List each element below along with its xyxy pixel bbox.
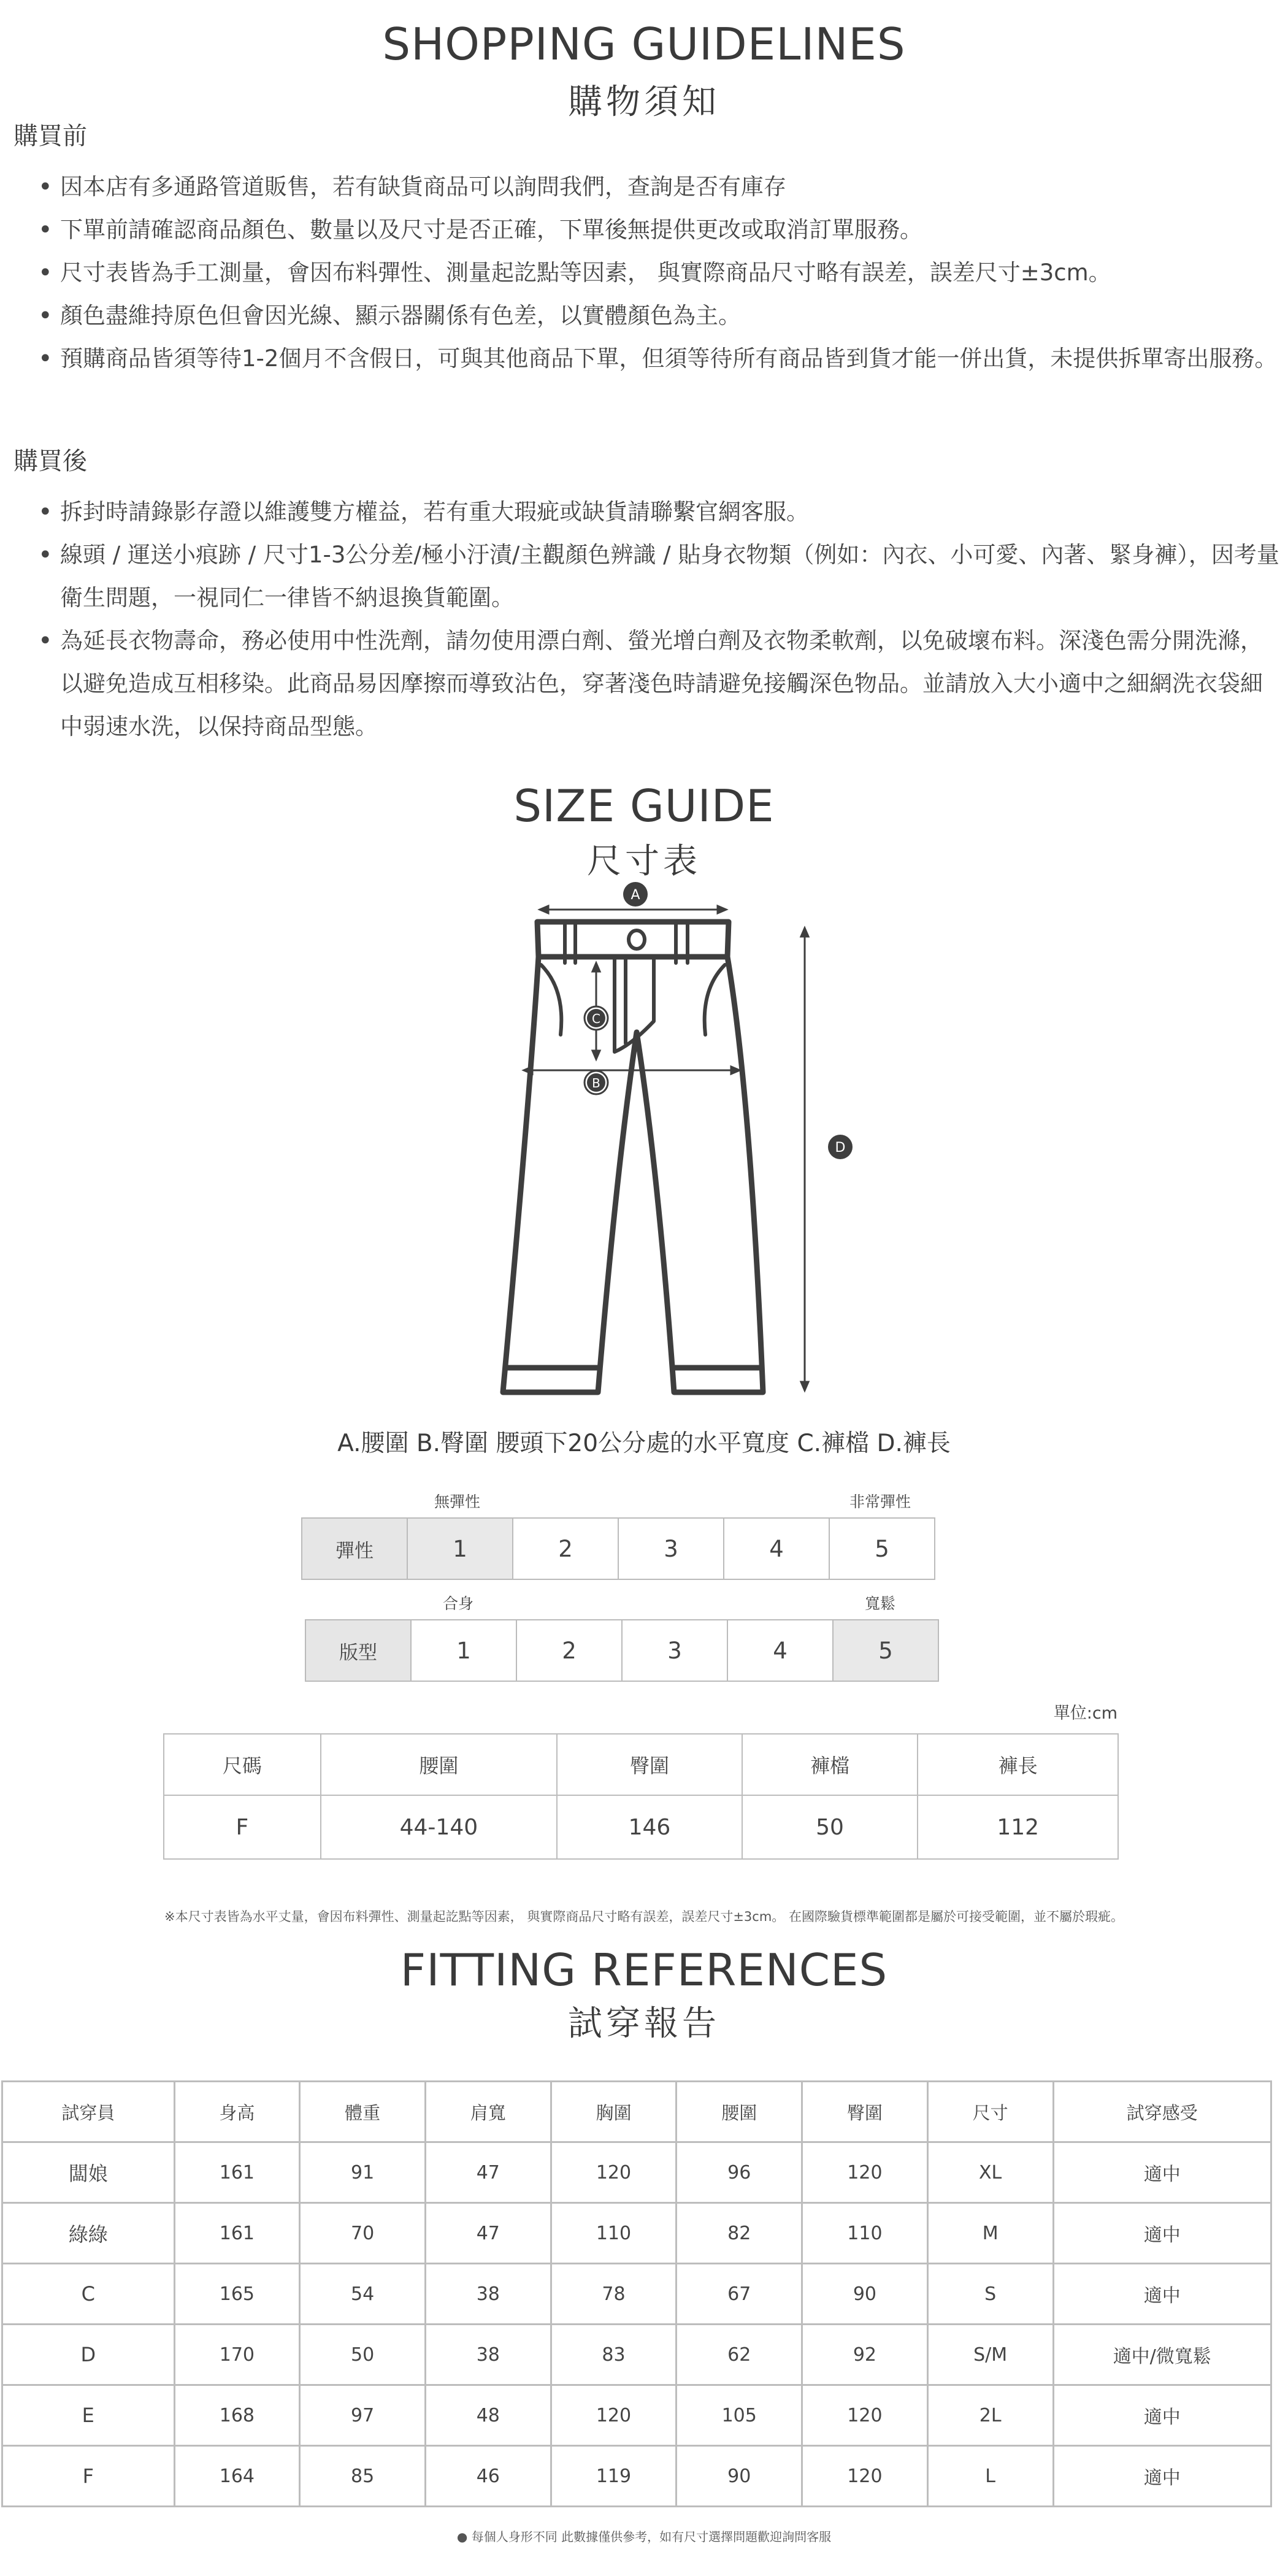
table-cell: 54 <box>300 2264 426 2325</box>
table-cell: F <box>2 2446 175 2507</box>
table-cell: 105 <box>677 2385 802 2446</box>
marker-c <box>585 1006 608 1030</box>
fit-cell: 4 <box>727 1620 833 1681</box>
table-cell: 78 <box>551 2264 677 2325</box>
list-item: • 拆封時請錄影存證以維護雙方權益，若有重大瑕疵或缺貨請聯繫官網客服。 <box>13 491 1283 534</box>
header-cell: 臀圍 <box>557 1734 742 1795</box>
table-cell: 50 <box>300 2325 426 2385</box>
elasticity-cell: 4 <box>724 1518 829 1579</box>
table-cell: 闆娘 <box>2 2142 175 2203</box>
table-cell: 82 <box>677 2203 802 2264</box>
elasticity-caption-left: 無彈性 <box>434 1493 481 1511</box>
header-cell: 腰圍 <box>321 1734 558 1795</box>
header-cell: 褲長 <box>918 1734 1118 1795</box>
table-cell: 120 <box>802 2385 928 2446</box>
elasticity-scale <box>301 1517 935 1580</box>
table-cell: 85 <box>300 2446 426 2507</box>
elasticity-caption-right: 非常彈性 <box>849 1493 911 1511</box>
table-cell: 47 <box>425 2203 551 2264</box>
marker-b <box>585 1071 608 1094</box>
fitting-title-zh: 試穿報告 <box>568 2004 720 2044</box>
table-cell: L <box>927 2446 1053 2507</box>
before-purchase-label: 購買前 <box>13 122 87 150</box>
elasticity-cell: 5 <box>829 1518 935 1579</box>
table-cell: 適中 <box>1053 2446 1271 2507</box>
shopping-title-en: SHOPPING GUIDELINES <box>382 18 906 70</box>
list-item: • 為延長衣物壽命，務必使用中性洗劑，請勿使用漂白劑、螢光增白劑及衣物柔軟劑，以免破壞布料。深淺色需分開洗滌，以避免造成互相移染。此商品易因摩擦而導致沾色，穿著淺色時請避免接觸深色物品。並請放入大小適中之細網洗衣袋細中弱速水洗，以保持商品型態。 <box>13 619 1283 748</box>
header-cell: 褲檔 <box>742 1734 918 1795</box>
table-cell: 119 <box>551 2446 677 2507</box>
header-cell: 腰圍 <box>677 2082 802 2142</box>
table-cell: 適中 <box>1053 2203 1271 2264</box>
header-cell: 尺寸 <box>927 2082 1053 2142</box>
table-cell: F <box>164 1795 321 1859</box>
after-purchase-label: 購買後 <box>13 447 87 475</box>
table-cell: 96 <box>677 2142 802 2203</box>
header-cell: 尺碼 <box>164 1734 321 1795</box>
table-cell: S <box>927 2264 1053 2325</box>
table-cell: 168 <box>174 2385 300 2446</box>
table-cell: 90 <box>677 2446 802 2507</box>
table-row <box>2 2264 1271 2325</box>
table-cell: 48 <box>425 2385 551 2446</box>
table-header-row <box>2 2082 1271 2142</box>
table-cell: 91 <box>300 2142 426 2203</box>
fit-scale <box>305 1619 939 1682</box>
table-cell: 161 <box>174 2142 300 2203</box>
header-cell: 試穿員 <box>2 2082 175 2142</box>
pants-diagram <box>478 874 871 1408</box>
table-cell: 適中 <box>1053 2385 1271 2446</box>
svg-text:B: B <box>592 1076 600 1091</box>
elasticity-cell: 2 <box>513 1518 618 1579</box>
table-cell: 2L <box>927 2385 1053 2446</box>
elasticity-header: 彈性 <box>302 1518 407 1579</box>
header-cell: 肩寬 <box>425 2082 551 2142</box>
table-row <box>2 2446 1271 2507</box>
table-cell: 適中 <box>1053 2264 1271 2325</box>
table-cell: 83 <box>551 2325 677 2385</box>
table-cell: 38 <box>425 2325 551 2385</box>
svg-text:C: C <box>592 1011 600 1026</box>
header-cell: 身高 <box>174 2082 300 2142</box>
elasticity-cell: 1 <box>407 1518 513 1579</box>
table-row <box>2 2203 1271 2264</box>
table-cell: 110 <box>551 2203 677 2264</box>
table-cell: 164 <box>174 2446 300 2507</box>
size-guide-title-zh: 尺寸表 <box>587 841 701 881</box>
size-table <box>163 1733 1119 1860</box>
table-cell: 適中/微寬鬆 <box>1053 2325 1271 2385</box>
fit-cell: 1 <box>411 1620 516 1681</box>
table-cell: XL <box>927 2142 1053 2203</box>
header-cell: 胸圍 <box>551 2082 677 2142</box>
table-cell: 146 <box>557 1795 742 1859</box>
table-cell: M <box>927 2203 1053 2264</box>
table-cell: 50 <box>742 1795 918 1859</box>
marker-a <box>623 882 648 907</box>
measurement-legend: A.腰圍 B.臀圍 腰頭下20公分處的水平寬度 C.褲檔 D.褲長 <box>337 1430 951 1457</box>
table-cell: C <box>2 2264 175 2325</box>
table-cell: 62 <box>677 2325 802 2385</box>
table-row <box>2 2142 1271 2203</box>
table-cell: 44-140 <box>321 1795 558 1859</box>
svg-text:D: D <box>835 1140 846 1156</box>
table-cell: 38 <box>425 2264 551 2325</box>
table-row <box>2 2325 1271 2385</box>
table-cell: 170 <box>174 2325 300 2385</box>
list-item: • 下單前請確認商品顏色、數量以及尺寸是否正確，下單後無提供更改或取消訂單服務。 <box>13 209 1283 251</box>
table-cell: 120 <box>802 2446 928 2507</box>
table-cell: 47 <box>425 2142 551 2203</box>
list-item: • 預購商品皆須等待1-2個月不含假日，可與其他商品下單，但須等待所有商品皆到貨才能一併出貨，未提供拆單寄出服務。 <box>13 337 1283 380</box>
size-note: ※本尺寸表皆為水平丈量，會因布料彈性、測量起訖點等因素， 與實際商品尺寸略有誤差，誤差尺寸±3cm。 在國際驗貨標準範圍都是屬於可接受範圍，並不屬於瑕疵。 <box>164 1909 1124 1924</box>
size-guide-title-en: SIZE GUIDE <box>513 780 775 832</box>
header-cell: 試穿感受 <box>1053 2082 1271 2142</box>
marker-d <box>828 1135 853 1159</box>
table-cell: 120 <box>551 2142 677 2203</box>
header-cell: 臀圍 <box>802 2082 928 2142</box>
unit-label: 單位:cm <box>1053 1704 1117 1723</box>
list-item: • 尺寸表皆為手工測量，會因布料彈性、測量起訖點等因素， 與實際商品尺寸略有誤差，誤差尺寸±3cm。 <box>13 251 1283 294</box>
fit-caption-right: 寬鬆 <box>865 1595 896 1612</box>
list-item: • 線頭 / 運送小痕跡 / 尺寸1-3公分差/極小汙漬/主觀顏色辨識 / 貼身衣物類（例如：內衣、小可愛、內著、緊身褲），因考量衛生問題，一視同仁一律皆不納退換貨範圍。 <box>13 534 1283 619</box>
table-cell: 120 <box>551 2385 677 2446</box>
table-cell: 165 <box>174 2264 300 2325</box>
header-cell: 體重 <box>300 2082 426 2142</box>
table-cell: 46 <box>425 2446 551 2507</box>
table-cell: S/M <box>927 2325 1053 2385</box>
list-item: • 因本店有多通路管道販售，若有缺貨商品可以詢問我們，查詢是否有庫存 <box>13 166 1283 209</box>
table-header-row <box>164 1734 1118 1795</box>
table-cell: 67 <box>677 2264 802 2325</box>
table-cell: D <box>2 2325 175 2385</box>
table-row <box>164 1795 1118 1859</box>
table-cell: 70 <box>300 2203 426 2264</box>
before-purchase-list <box>13 166 1283 380</box>
fitting-title-en: FITTING REFERENCES <box>400 1944 888 1996</box>
table-cell: 92 <box>802 2325 928 2385</box>
table-cell: 161 <box>174 2203 300 2264</box>
fit-caption-left: 合身 <box>443 1595 474 1612</box>
fitting-footer-note: ● 每個人身形不同 此數據僅供參考，如有尺寸選擇問題歡迎詢問客服 <box>456 2529 832 2544</box>
fit-cell: 2 <box>516 1620 622 1681</box>
table-cell: 90 <box>802 2264 928 2325</box>
table-cell: 112 <box>918 1795 1118 1859</box>
shopping-title-zh: 購物須知 <box>568 82 720 122</box>
table-cell: 適中 <box>1053 2142 1271 2203</box>
list-item: • 顏色盡維持原色但會因光線、顯示器關係有色差，以實體顏色為主。 <box>13 294 1283 337</box>
table-cell: 97 <box>300 2385 426 2446</box>
svg-text:A: A <box>631 887 640 903</box>
table-cell: 110 <box>802 2203 928 2264</box>
fit-header: 版型 <box>305 1620 411 1681</box>
elasticity-cell: 3 <box>618 1518 724 1579</box>
table-row <box>2 2385 1271 2446</box>
after-purchase-list <box>13 491 1283 748</box>
fit-cell: 5 <box>833 1620 938 1681</box>
fitting-table <box>1 2080 1272 2507</box>
table-cell: 120 <box>802 2142 928 2203</box>
fit-cell: 3 <box>622 1620 727 1681</box>
table-cell: 綠綠 <box>2 2203 175 2264</box>
table-cell: E <box>2 2385 175 2446</box>
